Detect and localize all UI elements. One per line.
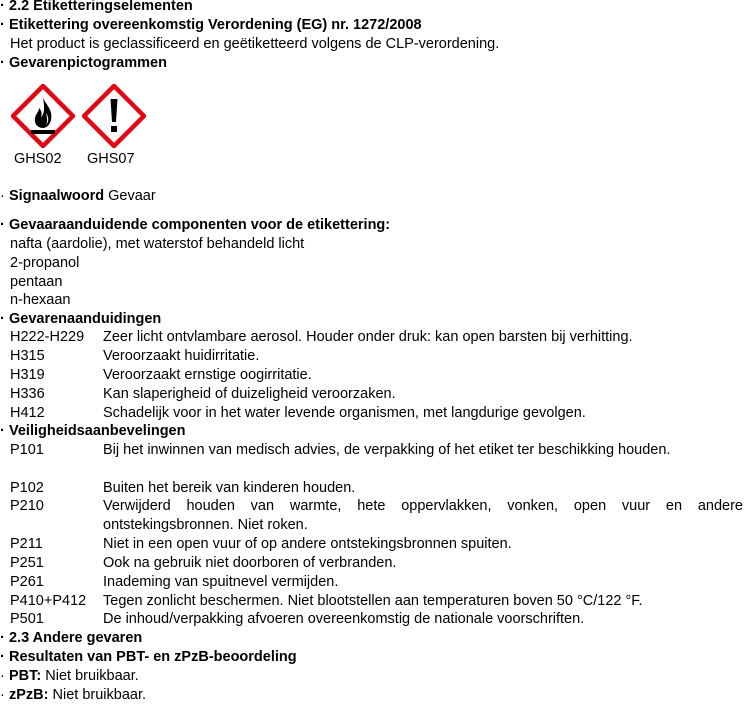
- precaution-code: P211: [10, 536, 43, 552]
- precaution-text: Tegen zonlicht beschermen. Niet blootstellen aan temperaturen boven 50 °C/122 °F.: [103, 593, 643, 609]
- component-item: n-hexaan: [10, 292, 71, 308]
- precaution-text: Inademing van spuitnevel vermijden.: [103, 574, 339, 590]
- precaution-code: P251: [10, 555, 44, 571]
- precaution-text: Verwijderd houden van warmte, hete oppervlakken, vonken, open vuur en andere ontstekingsbronnen. Niet roken.: [103, 498, 743, 533]
- hazard-text: Veroorzaakt ernstige oogirritatie.: [103, 367, 312, 383]
- pictogram-label-ghs07: GHS07: [87, 151, 135, 167]
- precaution-code: P102: [10, 480, 44, 496]
- precaution-text: Ook na gebruik niet doorboren of verbranden.: [103, 555, 397, 571]
- hazard-code: H412: [10, 405, 45, 421]
- pbt-result: · PBT: Niet bruikbaar.: [0, 668, 139, 684]
- precaution-text: Niet in een open vuur of op andere ontstekingsbronnen spuiten.: [103, 536, 512, 552]
- zpzb-result: · zPzB: Niet bruikbaar.: [0, 687, 147, 703]
- regulation-text: Het product is geclassificeerd en geëtiketteerd volgens de CLP-verordening.: [10, 36, 500, 52]
- hazard-code: H319: [10, 367, 45, 383]
- precaution-text: De inhoud/verpakking afvoeren overeenkomstig de nationale voorschriften.: [103, 611, 585, 627]
- regulation-heading: · Etikettering overeenkomstig Verordening (EG) nr. 1272/2008: [0, 17, 422, 33]
- precaution-code: P501: [10, 611, 44, 627]
- precautions-heading: · Veiligheidsaanbevelingen: [0, 423, 186, 439]
- signal-word: · Signaalwoord Gevaar: [0, 188, 156, 204]
- exclamation-icon: [82, 84, 146, 148]
- pbt-heading: · Resultaten van PBT- en zPzB-beoordeling: [0, 649, 297, 665]
- components-heading: · Gevaaraanduidende componenten voor de etikettering:: [0, 217, 391, 233]
- hazard-text: Veroorzaakt huidirritatie.: [103, 348, 260, 364]
- precaution-code: P210: [10, 498, 44, 514]
- pictogram-label-ghs02: GHS02: [14, 151, 62, 167]
- flame-icon: [11, 84, 75, 148]
- hazard-text: Zeer licht ontvlambare aerosol. Houder onder druk: kan open barsten bij verhitting.: [103, 329, 633, 345]
- precaution-text: Bij het inwinnen van medisch advies, de verpakking of het etiket ter beschikking houden.: [103, 442, 671, 458]
- hazard-text: Schadelijk voor in het water levende organismen, met langdurige gevolgen.: [103, 405, 586, 421]
- precaution-code: P101: [10, 442, 44, 458]
- hazard-code: H222-H229: [10, 329, 85, 345]
- hazards-heading: · Gevarenaanduidingen: [0, 311, 162, 327]
- hazard-text: Kan slaperigheid of duizeligheid veroorzaken.: [103, 386, 396, 402]
- hazard-code: H315: [10, 348, 45, 364]
- hazard-code: H336: [10, 386, 45, 402]
- precaution-code: P410+P412: [10, 593, 87, 609]
- precaution-code: P261: [10, 574, 44, 590]
- pictograms-heading: · Gevarenpictogrammen: [0, 55, 167, 71]
- precaution-text: Buiten het bereik van kinderen houden.: [103, 480, 356, 496]
- component-item: 2-propanol: [10, 255, 80, 271]
- section-heading-2-2: · 2.2 Etiketteringselementen: [0, 0, 193, 14]
- section-heading-2-3: · 2.3 Andere gevaren: [0, 630, 143, 646]
- component-item: nafta (aardolie), met waterstof behandeld licht: [10, 236, 305, 252]
- component-item: pentaan: [10, 274, 63, 290]
